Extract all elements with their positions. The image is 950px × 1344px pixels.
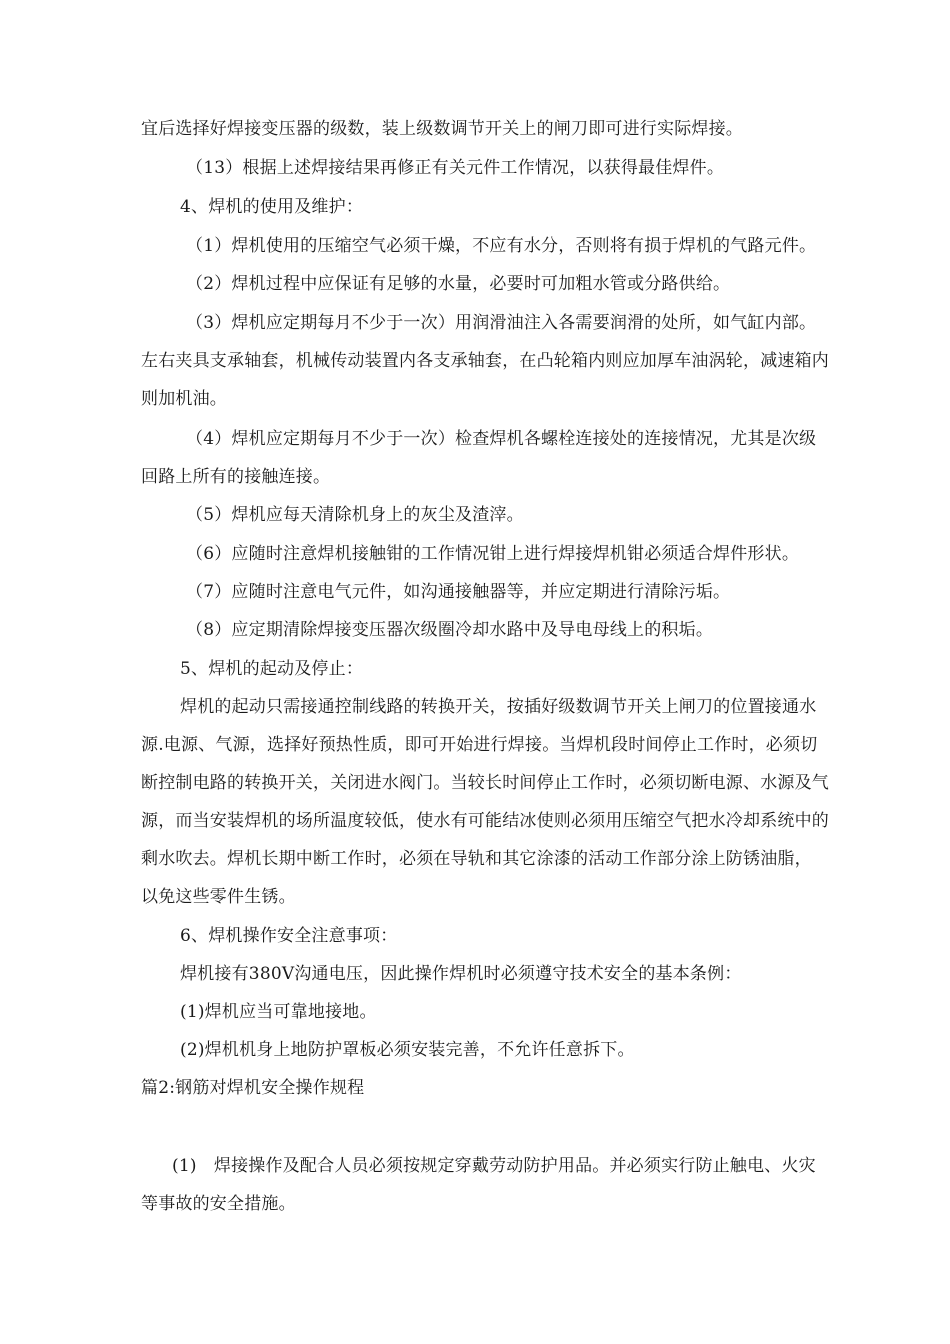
- text-line-10: 回路上所有的接触连接。: [141, 467, 331, 487]
- text-line-20: 剩水吹去。焊机长期中断工作时，必须在导轨和其它涂漆的活动工作部分涂上防锈油脂，: [141, 849, 812, 869]
- text-line-24: (1)焊机应当可靠地接地。: [180, 1002, 377, 1022]
- chapter-heading: 篇2:钢筋对焊机安全操作规程: [141, 1078, 365, 1098]
- text-line-6: （3）焊机应定期每月不少于一次）用润滑油注入各需要润滑的处所，如气缸内部。: [186, 313, 817, 333]
- text-line-9: （4）焊机应定期每月不少于一次）检查焊机各螺栓连接处的连接情况，尤其是次级: [186, 429, 817, 449]
- text-line-1: 宜后选择好焊接变压器的级数，装上级数调节开关上的闸刀即可进行实际焊接。: [141, 119, 743, 139]
- text-line-17: 源.电源、气源，选择好预热性质，即可开始进行焊接。当焊机段时间停止工作时，必须切: [141, 735, 818, 755]
- text-line-8: 则加机油。: [141, 389, 227, 409]
- section-heading-4: 4、焊机的使用及维护：: [180, 197, 364, 217]
- text-line-27: (1) 焊接操作及配合人员必须按规定穿戴劳动防护用品。并必须实行防止触电、火灾: [172, 1156, 816, 1176]
- text-line-21: 以免这些零件生锈。: [141, 887, 296, 907]
- text-line-18: 断控制电路的转换开关，关闭进水阀门。当较长时间停止工作时，必须切断电源、水源及气: [141, 773, 829, 793]
- text-line-2: （13）根据上述焊接结果再修正有关元件工作情况，以获得最佳焊件。: [186, 158, 725, 178]
- text-line-14: （8）应定期清除焊接变压器次级圈冷却水路中及导电母线上的积垢。: [186, 620, 714, 640]
- text-line-16: 焊机的起动只需接通控制线路的转换开关，按插好级数调节开关上闸刀的位置接通水: [180, 697, 817, 717]
- section-heading-6: 6、焊机操作安全注意事项：: [180, 926, 398, 946]
- text-line-19: 源，而当安装焊机的场所温度较低，使水有可能结冰使则必须用压缩空气把水冷却系统中的: [141, 811, 829, 831]
- text-line-13: （7）应随时注意电气元件，如沟通接触器等，并应定期进行清除污垢。: [186, 582, 731, 602]
- text-line-4: （1）焊机使用的压缩空气必须干燥，不应有水分，否则将有损于焊机的气路元件。: [186, 236, 817, 256]
- text-line-25: (2)焊机机身上地防护罩板必须安装完善，不允许任意拆下。: [180, 1040, 635, 1060]
- text-line-5: （2）焊机过程中应保证有足够的水量，必要时可加粗水管或分路供给。: [186, 274, 731, 294]
- text-line-23: 焊机接有380V沟通电压，因此操作焊机时必须遵守技术安全的基本条例：: [180, 964, 742, 984]
- section-heading-5: 5、焊机的起动及停止：: [180, 659, 364, 679]
- text-line-7: 左右夹具支承轴套，机械传动装置内各支承轴套，在凸轮箱内则应加厚车油涡轮，减速箱内: [141, 351, 829, 371]
- text-line-11: （5）焊机应每天清除机身上的灰尘及渣滓。: [186, 505, 524, 525]
- text-line-28: 等事故的安全措施。: [141, 1194, 296, 1214]
- text-line-12: （6）应随时注意焊机接触钳的工作情况钳上进行焊接焊机钳必须适合焊件形状。: [186, 544, 800, 564]
